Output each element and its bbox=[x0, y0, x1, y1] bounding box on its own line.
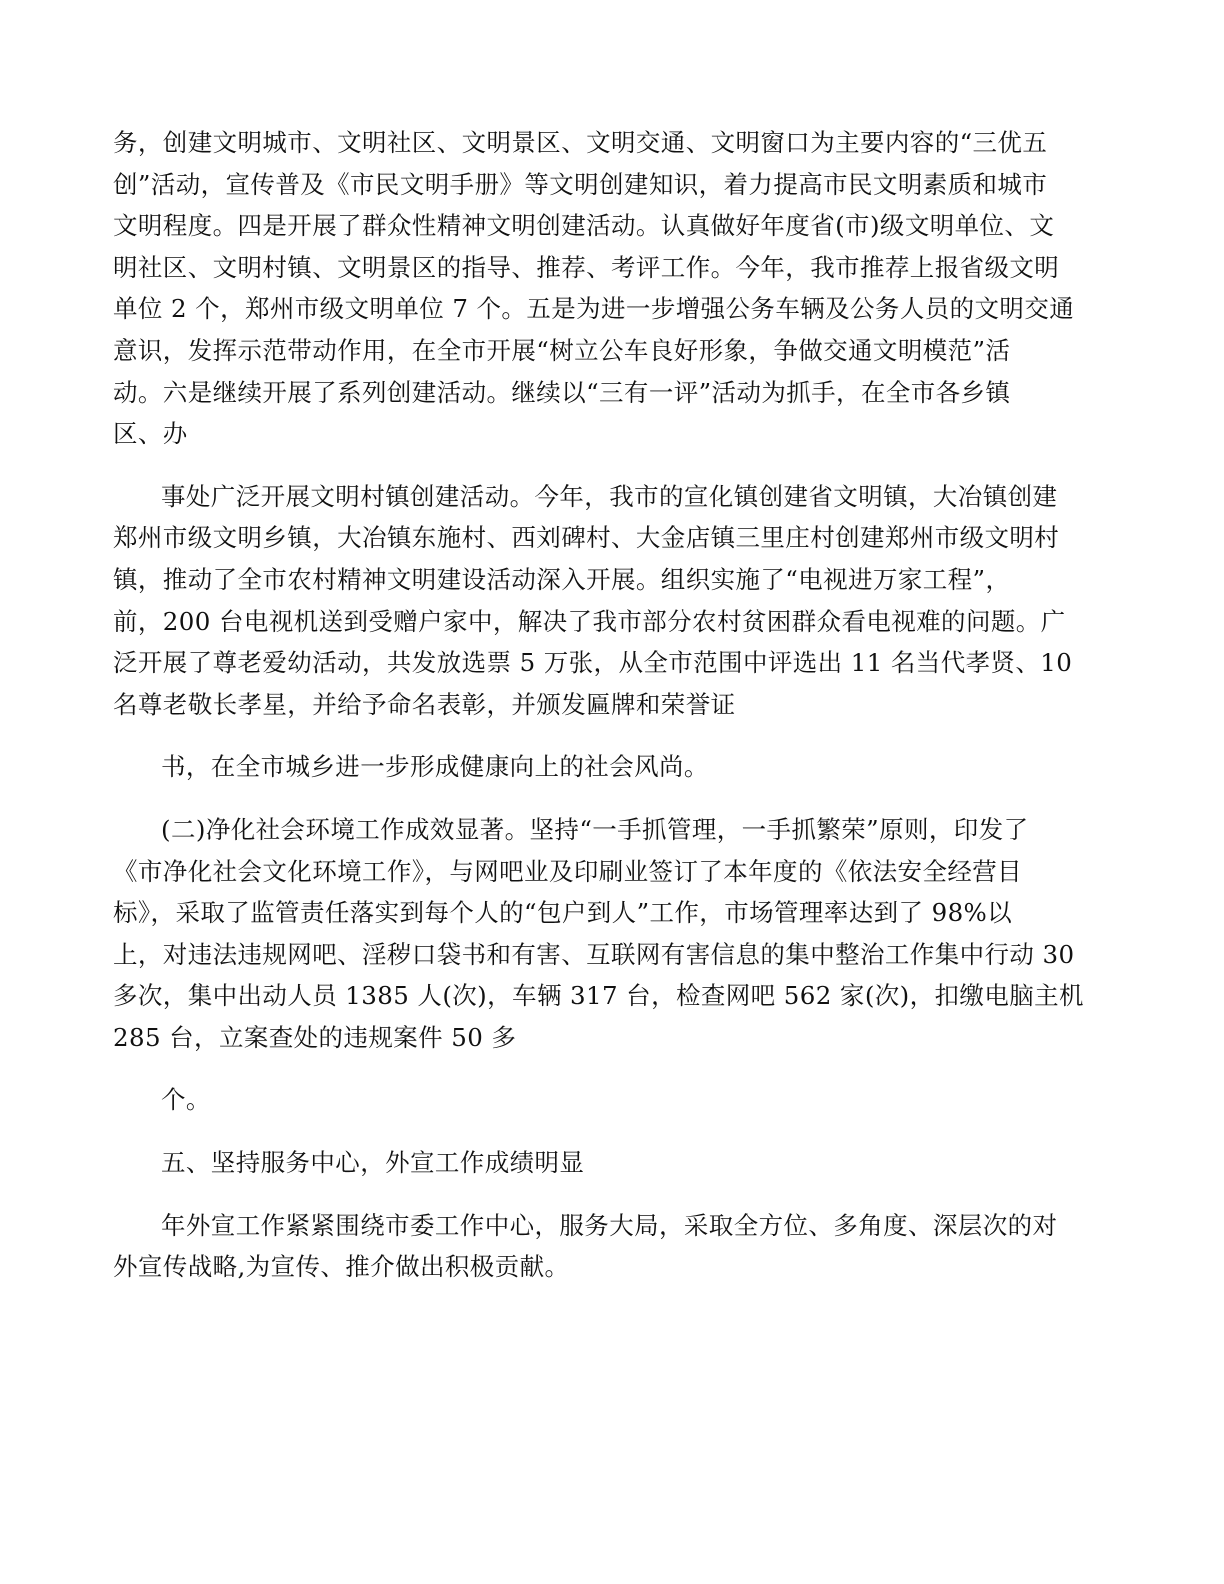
section-heading bbox=[113, 1142, 1103, 1184]
text-line: (二)净化社会环境工作成效显著。坚持“一手抓管理，一手抓繁荣”原则，印发了 bbox=[161, 814, 1029, 844]
text-line: 泛开展了尊老爱幼活动，共发放选票 5 万张，从全市范围中评选出 11 名当代孝贤、10 bbox=[113, 648, 1073, 678]
text-line: 标》，采取了监管责任落实到每个人的“包户到人”工作，市场管理率达到了 98%以 bbox=[113, 898, 1013, 928]
text-line: 外宣传战略,为宣传、推介做出积极贡献。 bbox=[113, 1252, 570, 1282]
paragraph-gap bbox=[113, 1121, 1103, 1142]
text-line: 明社区、文明村镇、文明景区的指导、推荐、考评工作。今年，我市推荐上报省级文明 bbox=[113, 252, 1060, 282]
paragraph bbox=[113, 476, 1103, 726]
text-line: 《市净化社会文化环境工作》，与网吧业及印刷业签订了本年度的《依法安全经营目 bbox=[113, 856, 1023, 886]
text-line: 个。 bbox=[161, 1085, 211, 1115]
paragraph bbox=[113, 1205, 1103, 1288]
text-line: 区、办 bbox=[113, 419, 188, 449]
paragraph-gap bbox=[113, 788, 1103, 809]
text-line: 创”活动，宣传普及《市民文明手册》等文明创建知识，着力提高市民文明素质和城市 bbox=[113, 169, 1048, 199]
paragraph-gap bbox=[113, 725, 1103, 746]
text-line: 镇，推动了全市农村精神文明建设活动深入开展。组织实施了“电视进万家工程”， bbox=[113, 564, 1011, 594]
text-line: 郑州市级文明乡镇，大冶镇东施村、西刘碑村、大金店镇三里庄村创建郑州市级文明村 bbox=[113, 523, 1060, 553]
paragraph-gap bbox=[113, 1184, 1103, 1205]
text-line: 285 台，立案查处的违规案件 50 多 bbox=[113, 1022, 517, 1052]
paragraph bbox=[113, 1079, 1103, 1121]
document-body bbox=[113, 122, 1103, 1288]
text-line: 文明程度。四是开展了群众性精神文明创建活动。认真做好年度省(市)级文明单位、文 bbox=[113, 211, 1055, 241]
text-line: 动。六是继续开展了系列创建活动。继续以“三有一评”活动为抓手，在全市各乡镇 bbox=[113, 377, 1011, 407]
paragraph bbox=[113, 809, 1103, 1059]
text-line: 意识，发挥示范带动作用，在全市开展“树立公车良好形象，争做交通文明模范”活 bbox=[113, 335, 1011, 365]
paragraph bbox=[113, 746, 1103, 788]
text-line: 前，200 台电视机送到受赠户家中，解决了我市部分农村贫困群众看电视难的问题。广 bbox=[113, 606, 1066, 636]
text-line: 单位 2 个，郑州市级文明单位 7 个。五是为进一步增强公务车辆及公务人员的文明交通 bbox=[113, 294, 1075, 324]
text-line: 年外宣工作紧紧围绕市委工作中心，服务大局，采取全方位、多角度、深层次的对 bbox=[161, 1210, 1058, 1240]
text-line: 上，对违法违规网吧、淫秽口袋书和有害、互联网有害信息的集中整治工作集中行动 30 bbox=[113, 939, 1075, 969]
text-line: 五、坚持服务中心，外宣工作成绩明显 bbox=[161, 1148, 585, 1178]
paragraph-gap bbox=[113, 455, 1103, 476]
paragraph-gap bbox=[113, 1058, 1103, 1079]
text-line: 务，创建文明城市、文明社区、文明景区、文明交通、文明窗口为主要内容的“三优五 bbox=[113, 128, 1048, 157]
text-line: 事处广泛开展文明村镇创建活动。今年，我市的宣化镇创建省文明镇，大冶镇创建 bbox=[161, 481, 1058, 511]
paragraph bbox=[113, 122, 1103, 455]
text-line: 书，在全市城乡进一步形成健康向上的社会风尚。 bbox=[161, 752, 709, 782]
text-line: 多次，集中出动人员 1385 人(次)，车辆 317 台，检查网吧 562 家(次)，扣缴电脑主机 bbox=[113, 981, 1084, 1011]
text-line: 名尊老敬长孝星，并给予命名表彰，并颁发匾牌和荣誉证 bbox=[113, 689, 736, 719]
